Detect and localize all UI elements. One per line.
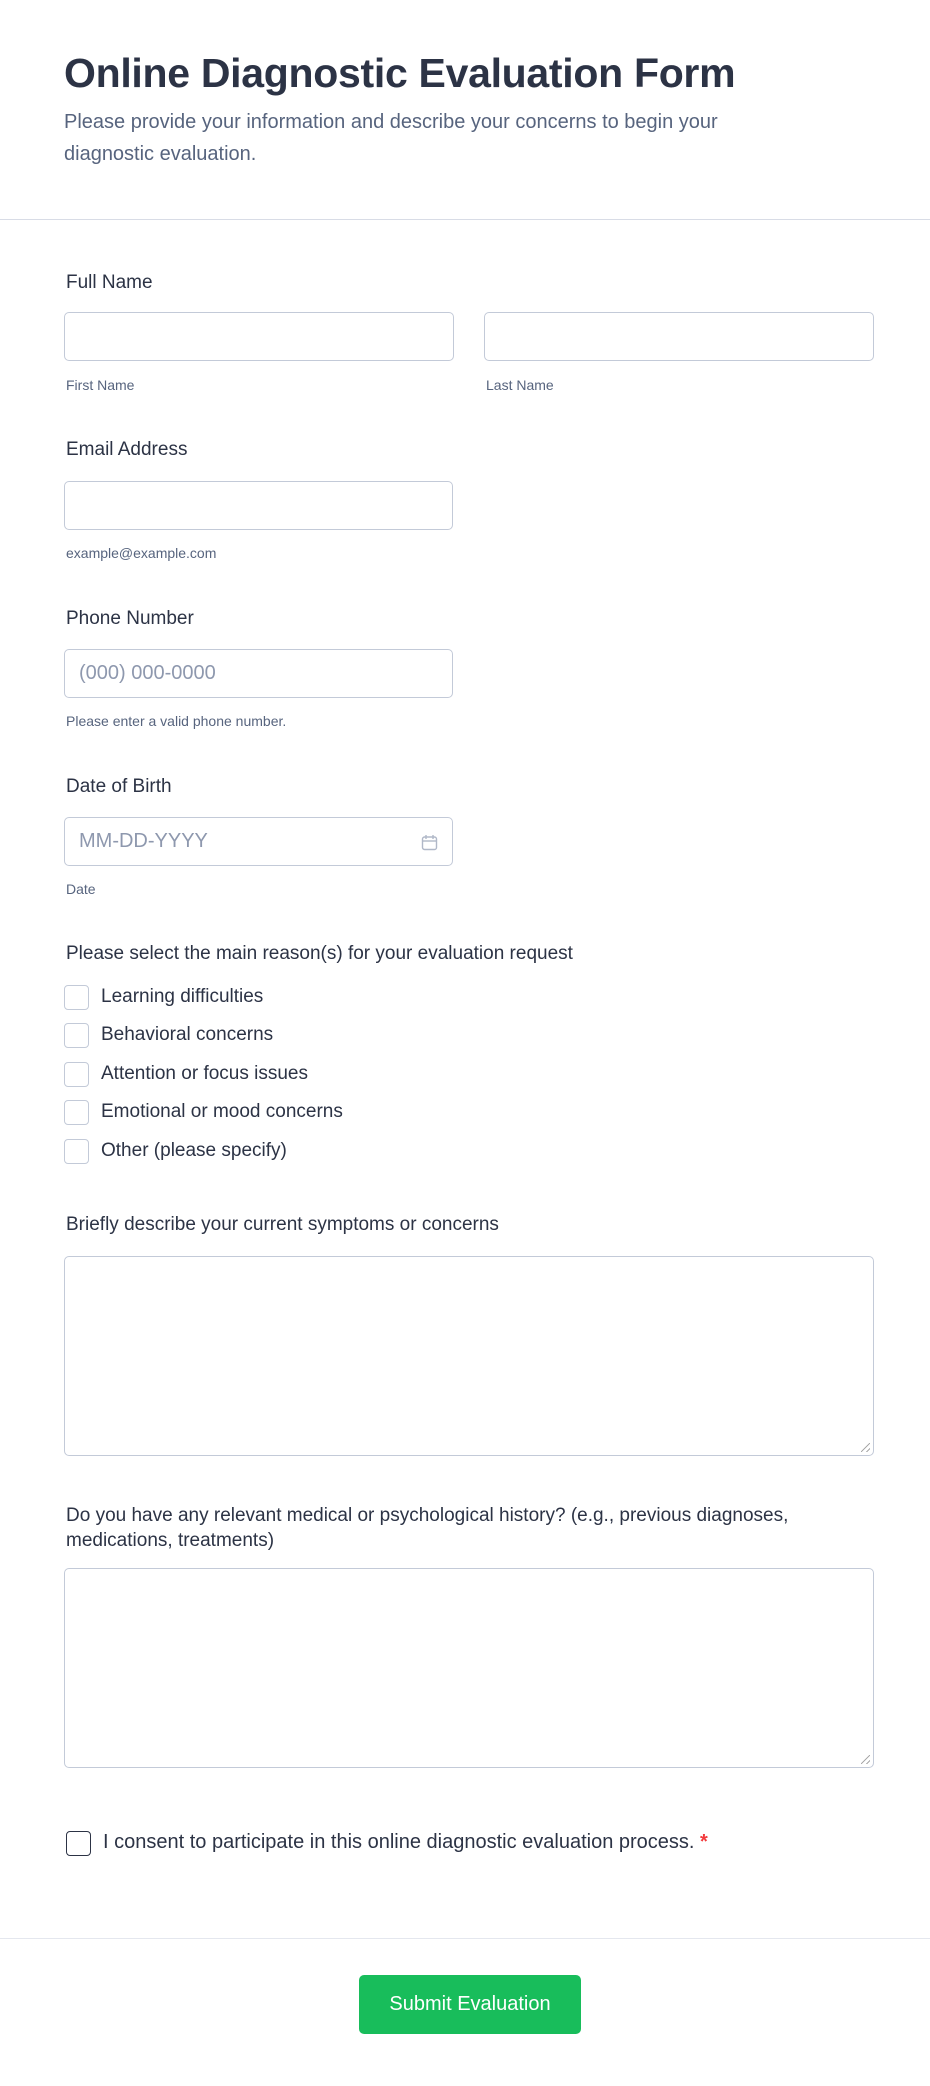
header-divider: [0, 219, 930, 220]
symptoms-textarea[interactable]: [64, 1256, 874, 1456]
full-name-label: Full Name: [66, 272, 153, 293]
calendar-icon[interactable]: [421, 834, 438, 851]
phone-placeholder: (000) 000-0000: [79, 662, 216, 684]
page-subtitle: Please provide your information and describe your concerns to begin your diagnostic evaluation.: [64, 111, 718, 165]
footer-divider: [0, 1938, 930, 1939]
last-name-input[interactable]: [484, 312, 874, 361]
reason-checkbox[interactable]: [64, 1062, 89, 1087]
symptoms-label: Briefly describe your current symptoms or concerns: [66, 1214, 499, 1235]
reason-option-label: Behavioral concerns: [101, 1024, 274, 1045]
consent-checkbox[interactable]: [66, 1831, 91, 1856]
email-helper: example@example.com: [66, 545, 217, 561]
required-mark: *: [700, 1831, 708, 1853]
first-name-sublabel: First Name: [66, 377, 135, 393]
history-label: Do you have any relevant medical or psychological history? (e.g., previous diagnoses, medications, treatments): [66, 1505, 789, 1551]
resize-handle-icon[interactable]: [861, 1755, 870, 1764]
reason-checkbox[interactable]: [64, 1023, 89, 1048]
email-input[interactable]: [64, 481, 453, 530]
reason-checkbox[interactable]: [64, 985, 89, 1010]
resize-handle-icon[interactable]: [861, 1443, 870, 1452]
dob-placeholder: MM-DD-YYYY: [79, 830, 208, 852]
reason-option-label: Attention or focus issues: [101, 1063, 308, 1084]
reason-checkbox[interactable]: [64, 1139, 89, 1164]
phone-input[interactable]: [64, 649, 453, 698]
consent-label: [103, 1831, 708, 1854]
dob-label: Date of Birth: [66, 776, 172, 797]
page-title: Online Diagnostic Evaluation Form: [64, 50, 736, 96]
consent-text: I consent to participate in this online diagnostic evaluation process.: [103, 1831, 695, 1853]
dob-input[interactable]: [64, 817, 453, 866]
reason-option-label: Emotional or mood concerns: [101, 1101, 343, 1122]
submit-button[interactable]: Submit Evaluation: [359, 1975, 581, 2034]
phone-helper: Please enter a valid phone number.: [66, 713, 287, 729]
reason-option-label: Learning difficulties: [101, 986, 264, 1007]
phone-label: Phone Number: [66, 608, 194, 629]
last-name-sublabel: Last Name: [486, 377, 554, 393]
history-textarea[interactable]: [64, 1568, 874, 1768]
reasons-label: Please select the main reason(s) for your evaluation request: [66, 943, 573, 964]
reason-option-label: Other (please specify): [101, 1140, 287, 1161]
reason-checkbox[interactable]: [64, 1100, 89, 1125]
first-name-input[interactable]: [64, 312, 454, 361]
email-label: Email Address: [66, 439, 188, 460]
dob-helper: Date: [66, 881, 96, 897]
